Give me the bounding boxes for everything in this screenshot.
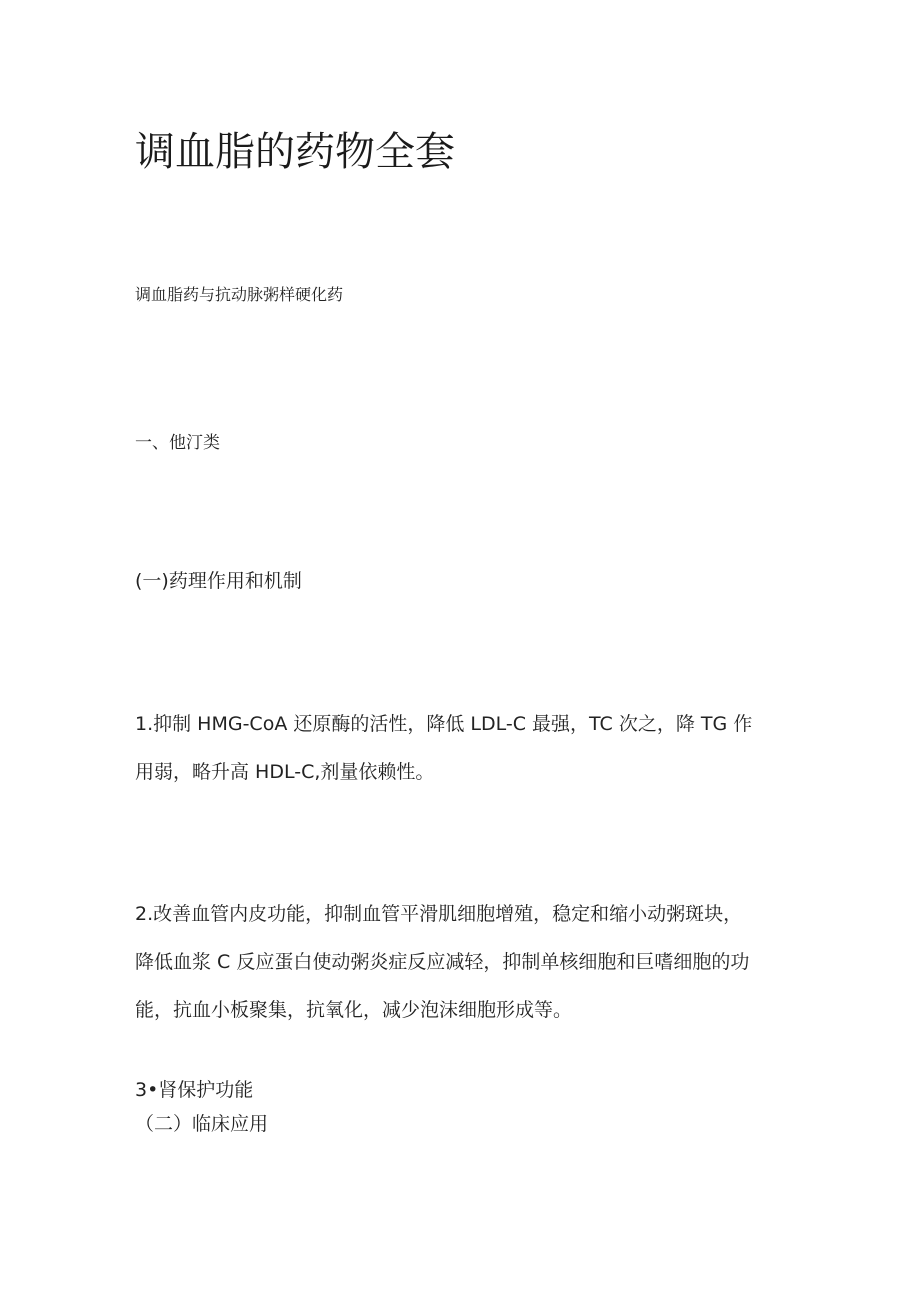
- section-heading-statins: 一、他汀类: [135, 433, 220, 453]
- paragraph-1: [135, 700, 785, 796]
- paragraph-2: [135, 890, 785, 1034]
- paragraph-2-line: 降低血浆 C 反应蛋白使动粥炎症反应减轻，抑制单核细胞和巨嗜细胞的功: [135, 951, 750, 973]
- item-3-heading: 3•肾保护功能: [135, 1079, 254, 1101]
- paragraph-1-line: 1.抑制 HMG-CoA 还原酶的活性，降低 LDL-C 最强，TC 次之，降 TG 作: [135, 713, 753, 735]
- paragraph-2-line: 2.改善血管内皮功能，抑制血管平滑肌细胞增殖，稳定和缩小动粥斑块，: [135, 903, 743, 925]
- document-subtitle: 调血脂药与抗动脉粥样硬化药: [135, 285, 344, 304]
- document-title: 调血脂的药物全套: [135, 129, 455, 175]
- subsection-heading-clinical-use: （二）临床应用: [135, 1113, 269, 1135]
- paragraph-2-line: 能，抗血小板聚集，抗氧化，减少泡沫细胞形成等。: [135, 999, 573, 1021]
- subsection-heading-pharmacology: (一)药理作用和机制: [135, 570, 302, 592]
- paragraph-1-line: 用弱，略升高 HDL-C,剂量依赖性。: [135, 761, 435, 783]
